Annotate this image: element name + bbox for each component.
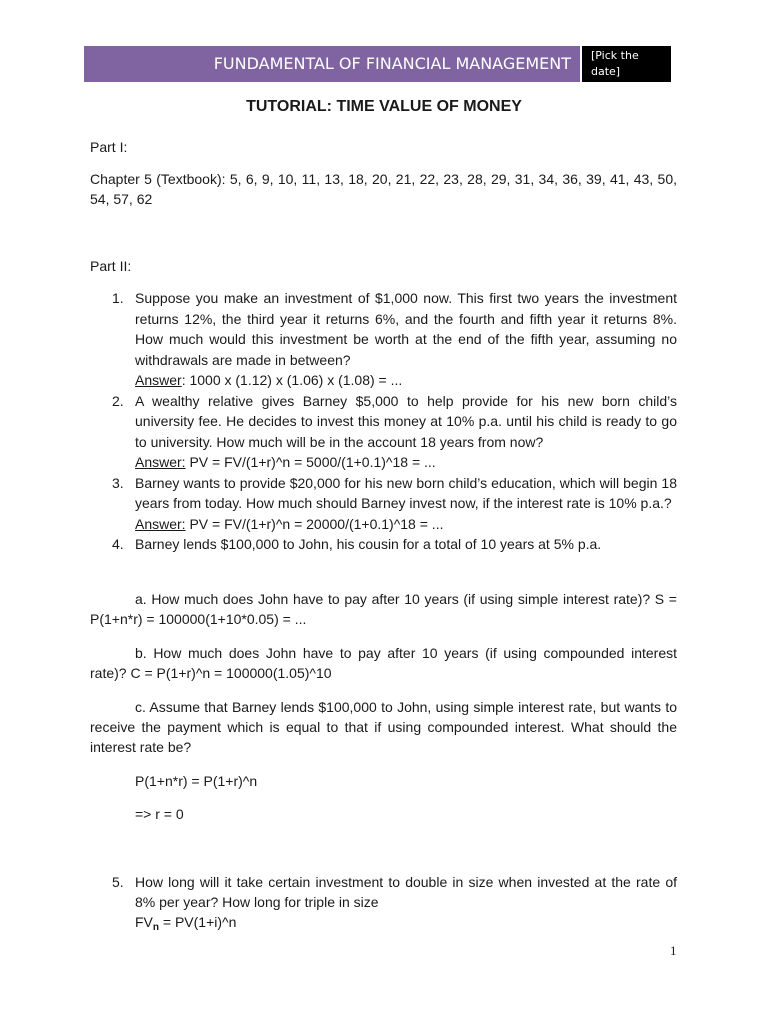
part2-label: Part II: xyxy=(90,258,132,274)
question-number: 1. xyxy=(112,290,124,306)
answer-line xyxy=(135,370,677,391)
answer-text: PV = FV/(1+r)^n = 5000/(1+0.1)^18 = ... xyxy=(185,454,436,470)
formula-subscript: n xyxy=(152,922,159,933)
answer-label: Answer: xyxy=(135,454,186,470)
question-4a: a. How much does John have to pay after 10 years (if using simple interest rate)? S = P(1+n*r) = 100000(1+10*0.05) = ... xyxy=(90,591,677,627)
question-text: How long will it take certain investment to double in size when invested at the rate of 8% per year? How long for triple in size xyxy=(135,874,677,910)
answer-line xyxy=(135,452,677,473)
header-title: FUNDAMENTAL OF FINANCIAL MANAGEMENT xyxy=(84,46,580,82)
question-number: 3. xyxy=(112,474,124,491)
part1-label: Part I: xyxy=(90,139,128,155)
formula-result: => r = 0 xyxy=(135,806,184,822)
question-text: Barney lends $100,000 to John, his cousin for a total of 10 years at 5% p.a. xyxy=(135,536,602,552)
answer-label: Answer xyxy=(135,372,182,388)
answer-text: : 1000 x (1.12) x (1.06) x (1.08) = ... xyxy=(181,372,403,388)
question-4b: b. How much does John have to pay after 10 years (if using compounded interest rate)? C = P(1+r)^n = 100000(1.05)^10 xyxy=(90,645,677,681)
formula-fv xyxy=(135,912,677,938)
formula-fv-symbol: FV xyxy=(135,914,153,930)
part1-chapter-text: Chapter 5 (Textbook): 5, 6, 9, 10, 11, 13, 18, 20, 21, 22, 23, 28, 29, 31, 34, 36, 39, 41, 43, 50, 54, 57, 62 xyxy=(90,171,677,207)
question-5 xyxy=(90,872,677,938)
date-placeholder[interactable] xyxy=(580,46,671,82)
question-number: 5. xyxy=(112,874,124,890)
answer-line xyxy=(135,514,677,535)
formula-fv-rest: = PV(1+i)^n xyxy=(159,914,237,930)
question-2 xyxy=(90,391,677,473)
document-title: TUTORIAL: TIME VALUE OF MONEY xyxy=(246,98,522,115)
document-header xyxy=(84,46,671,82)
question-list xyxy=(90,288,677,555)
date-line-2: date] xyxy=(591,65,621,78)
formula-equality: P(1+n*r) = P(1+r)^n xyxy=(135,773,258,789)
question-text: Suppose you make an investment of $1,000 now. This first two years the investment returns 12%, the third year it returns 6%, and the fourth and fifth year it returns 8%. How much would this investment be worth at the end of the fifth year, assuming no withdrawals are made in between? xyxy=(135,290,677,368)
question-1 xyxy=(90,288,677,391)
question-4 xyxy=(90,534,677,555)
question-3 xyxy=(90,473,677,535)
question-4c: c. Assume that Barney lends $100,000 to John, using simple interest rate, but wants to receive the payment which is equal to that if using compounded interest. What should the interest rate be? xyxy=(90,699,677,755)
answer-text: PV = FV/(1+r)^n = 20000/(1+0.1)^18 = ... xyxy=(185,515,444,532)
question-text: A wealthy relative gives Barney $5,000 to help provide for his new born child’s university fee. He decides to invest this money at 10% p.a. until his child is ready to go to university. How much will be in the account 18 years from now? xyxy=(135,392,677,450)
answer-label: Answer: xyxy=(135,515,186,532)
question-number: 4. xyxy=(112,536,124,552)
date-line-1: [Pick the xyxy=(591,49,639,62)
question-text: Barney wants to provide $20,000 for his new born child’s education, which will begin 18 years from today. How much should Barney invest now, if the interest rate is 10% p.a.? xyxy=(135,474,677,511)
question-number: 2. xyxy=(112,392,124,409)
page-number: 1 xyxy=(670,943,677,958)
